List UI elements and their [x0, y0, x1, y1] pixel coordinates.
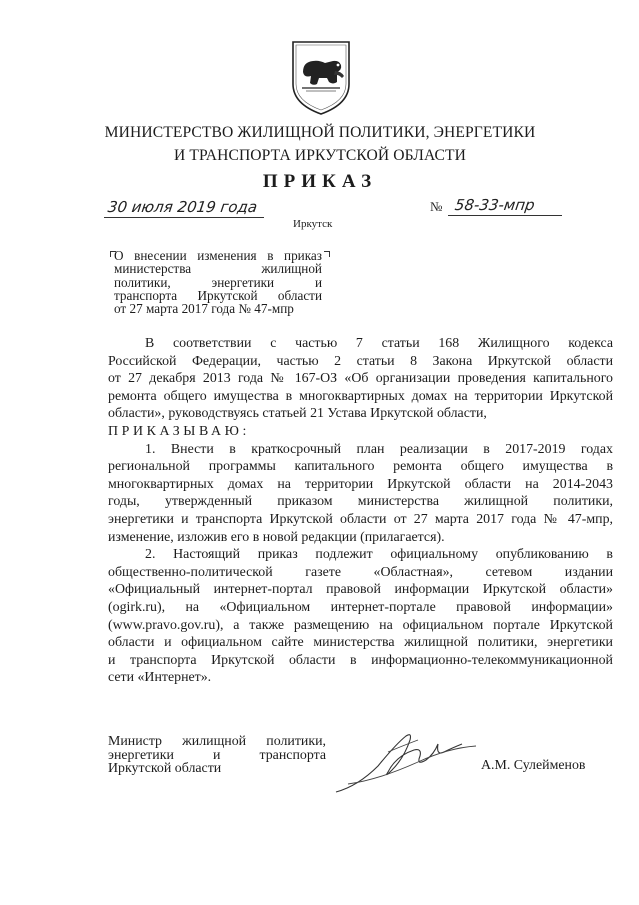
item2-line: 2. Настоящий приказ подлежит официальному опубликованию в — [145, 547, 613, 563]
handwritten-signature — [318, 722, 478, 802]
subject-corner-right — [324, 251, 330, 257]
item2-line: (www.pravo.gov.ru), а также размещению на официальном портале Иркутской — [108, 617, 613, 633]
number-underline — [448, 215, 562, 216]
city-name: Иркутск — [293, 218, 333, 230]
item2-line: сети «Интернет». — [108, 670, 212, 686]
order-body — [108, 335, 613, 687]
order-command-word: ПРИКАЗЫВАЮ: — [108, 423, 250, 439]
coat-of-arms-emblem — [289, 38, 353, 116]
item1-line: изменение, изложив его в новой редакции (прилагается). — [108, 529, 445, 545]
item1-line: годы, утвержденный приказом министерства жилищной политики, — [108, 494, 613, 510]
order-subject — [114, 249, 322, 315]
preamble-line: В соответствии с частью 7 статьи 168 Жилищного кодекса — [145, 336, 613, 351]
item1-line: многоквартирных домах на территории Иркутской области на 2014-2043 — [108, 476, 613, 492]
item2-line: «Официальный интернет-портал правовой информации Иркутской области» — [108, 582, 613, 598]
subject-line: транспорта Иркутской области — [114, 287, 322, 303]
signatory-position — [108, 735, 326, 776]
preamble-line: Российской Федерации, частью 2 статьи 8 Закона Иркутской области — [108, 353, 613, 369]
item2-line: общественно-политической газете «Областная», сетевом издании — [108, 564, 613, 580]
date-underline — [104, 217, 264, 218]
subject-line: политики, энергетики и — [114, 274, 322, 290]
preamble-line: ремонта общего имущества в многоквартирных домах на территории Иркутской — [108, 388, 613, 404]
item1-line: энергетики и транспорта Иркутской области от 27 марта 2017 года № 47-мпр, — [108, 511, 613, 527]
subject-line: министерства жилищной — [114, 261, 322, 277]
document-type-title: ПРИКАЗ — [262, 171, 378, 192]
item1-line: 1. Внести в краткосрочный план реализации в 2017-2019 годах — [145, 441, 613, 457]
item2-line: и транспорта Иркутской области в информационно-телекоммуникационной — [108, 652, 613, 668]
number-sign: № — [430, 199, 443, 214]
position-line: Министр жилищной политики, — [108, 734, 326, 749]
subject-line: от 27 марта 2017 года № 47-мпр — [114, 301, 294, 317]
item2-line: области и официальном сайте министерства жилищной политики, энергетики — [108, 635, 613, 651]
ministry-name-line-1: МИНИСТЕРСТВО ЖИЛИЩНОЙ ПОЛИТИКИ, ЭНЕРГЕТИКИ — [104, 124, 536, 141]
order-number: 58-33-мпр — [453, 196, 536, 214]
position-line: Иркутской области — [108, 761, 222, 777]
preamble-line: от 27 декабря 2013 года № 167-ОЗ «Об организации проведения капитального — [108, 371, 613, 387]
preamble-line: области», руководствуясь статьей 21 Устава Иркутской области, — [108, 406, 487, 422]
ministry-name-line-2: И ТРАНСПОРТА ИРКУТСКОЙ ОБЛАСТИ — [173, 147, 467, 164]
order-date: 30 июля 2019 года — [106, 198, 259, 216]
signatory-name: А.М. Сулейменов — [481, 758, 586, 773]
item1-line: региональной программы капитального ремонта общего имущества в — [108, 459, 613, 475]
position-line: энергетики и транспорта — [108, 747, 326, 763]
subject-line: О внесении изменения в приказ — [114, 248, 322, 263]
item2-line: (ogirk.ru), на «Официальном интернет-портале правовой информации» — [108, 599, 613, 615]
